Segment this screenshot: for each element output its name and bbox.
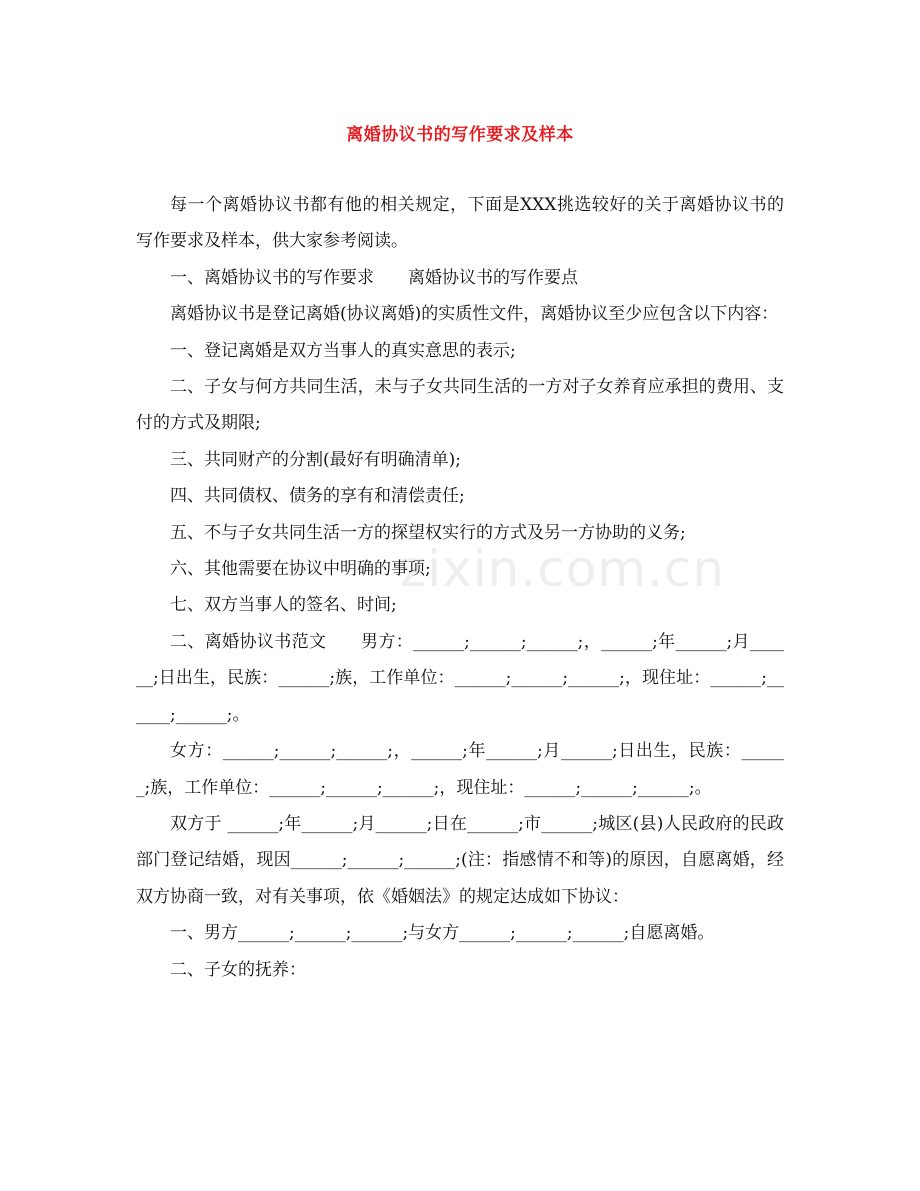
document-body <box>136 187 784 988</box>
list-item: 二、子女与何方共同生活，未与子女共同生活的一方对子女养育应承担的费用、支付的方式及期限; <box>136 377 784 434</box>
list-item: 四、共同债权、债务的享有和清偿责任; <box>170 486 465 507</box>
list-item: 一、登记离婚是双方当事人的真实意思的表示; <box>170 340 516 361</box>
document-title: 离婚协议书的写作要求及样本 <box>346 125 574 145</box>
list-item: 五、不与子女共同生活一方的探望权实行的方式及另一方协助的义务; <box>170 522 686 543</box>
list-item: 七、双方当事人的签名、时间; <box>170 595 397 616</box>
paragraph-sample-female: 女方：______;______;______;，______;年______;月______;日出生，民族：______;族，工作单位：______;______;______;，现住址：______;______;______;。 <box>136 741 784 798</box>
paragraph-sample-male: 二、离婚协议书范文 男方：______;______;______;，______;年______;月______;日出生，民族：______;族，工作单位：______;______;______;，现住址：______;______;______;。 <box>136 631 784 725</box>
section-heading-requirements: 一、离婚协议书的写作要求 离婚协议书的写作要点 <box>170 267 578 288</box>
list-item: 三、共同财产的分割(最好有明确清单); <box>170 449 461 470</box>
agreement-clause: 二、子女的抚养： <box>170 959 306 980</box>
paragraph-intro: 每一个离婚协议书都有他的相关规定，下面是XXX挑选较好的关于离婚协议书的写作要求及样本，供大家参考阅读。 <box>136 195 784 252</box>
watermark: zixin.com.cn <box>400 540 726 598</box>
paragraph-overview: 离婚协议书是登记离婚(协议离婚)的实质性文件，离婚协议至少应包含以下内容： <box>170 304 779 325</box>
paragraph-marriage-registration: 双方于 ______;年______;月______;日在______;市______;城区(县)人民政府的民政部门登记结婚，现因______;______;______;(注：指感情不和等)的原因，自愿离婚，经双方协商一致，对有关事项，依《婚姻法》的规定达成如下协议： <box>136 813 784 907</box>
list-item: 六、其他需要在协议中明确的事项; <box>170 559 431 580</box>
agreement-clause: 一、男方______;______;______;与女方______;______;______;自愿离婚。 <box>170 923 715 944</box>
